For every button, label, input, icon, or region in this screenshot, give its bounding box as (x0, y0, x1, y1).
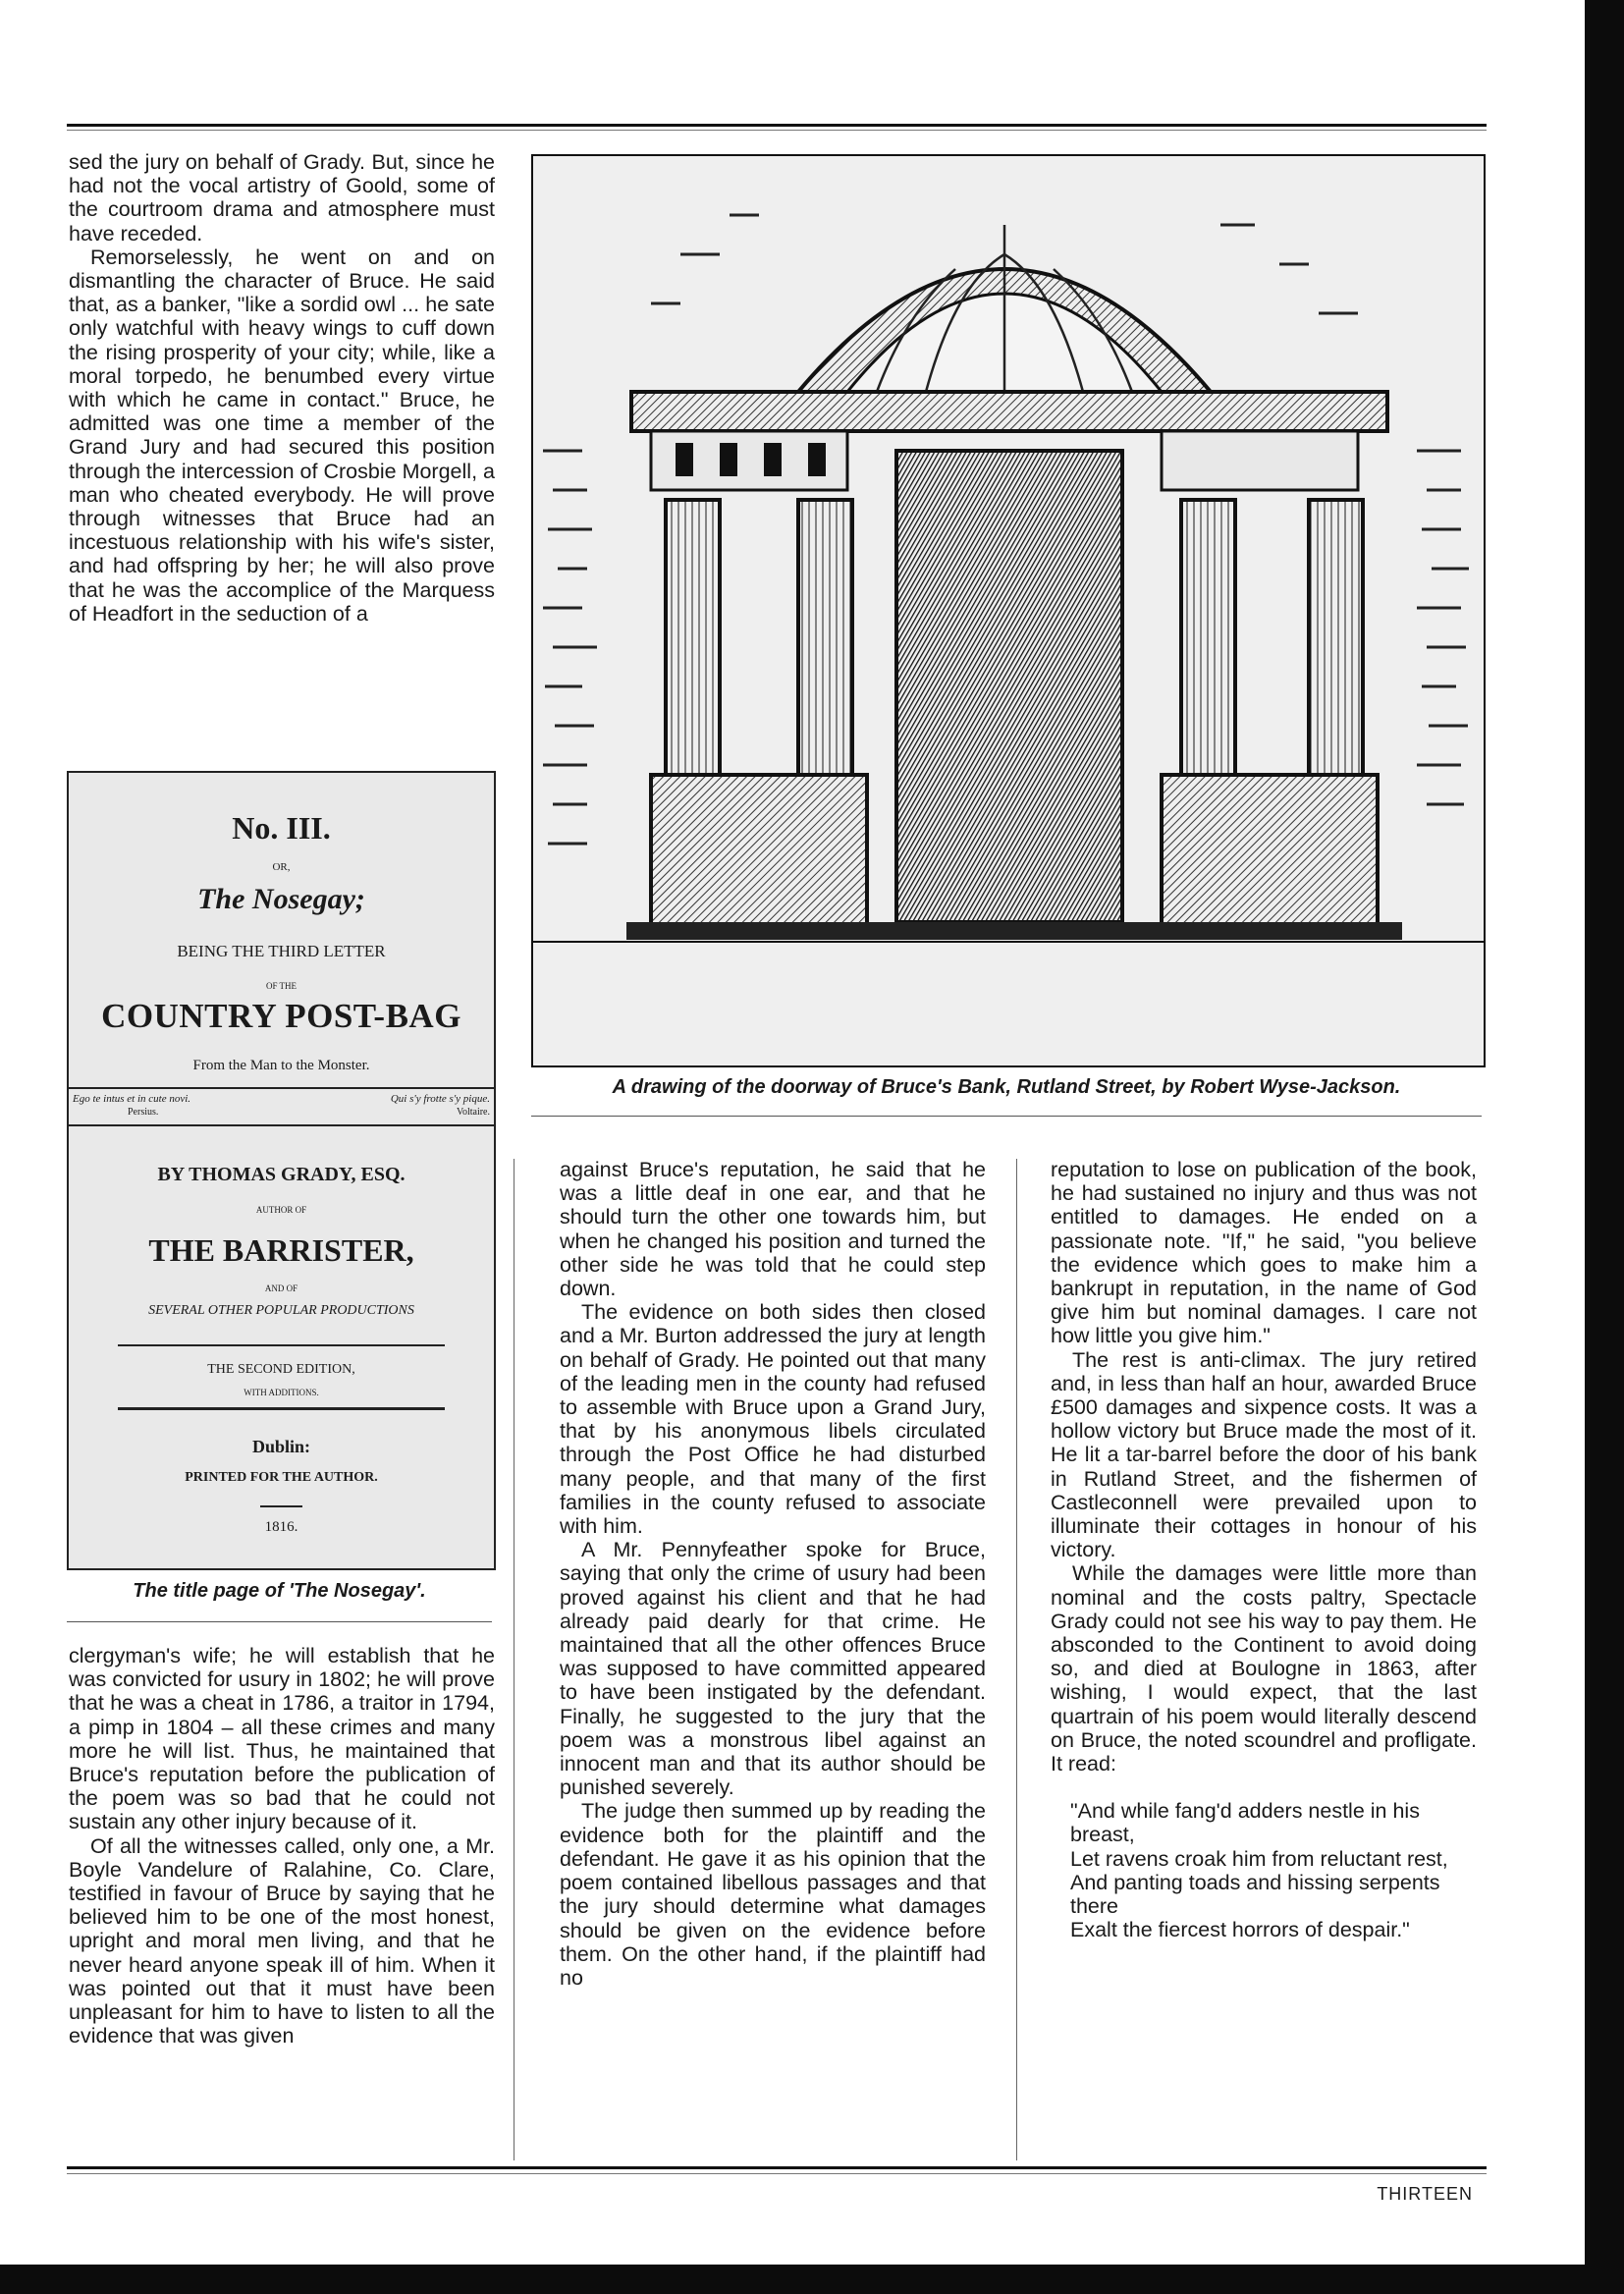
paragraph: A Mr. Pennyfeather spoke for Bruce, saying that only the crime of usury had been proved against his client and that he had already paid dearly for that crime. He maintained that all the other offences Bruce was supposed to have committed appeared to have been instigated by the defendant. Finally, he suggested to the jury that the poem was a monstrous libel against an innocent man and that its author should be punished severely. (560, 1538, 986, 1800)
title-several: SEVERAL OTHER POPULAR PRODUCTIONS (148, 1303, 414, 1318)
paragraph: Of all the witnesses called, only one, a Mr. Boyle Vandelure of Ralahine, Co. Clare, testified in favour of Bruce by saying that he believed him to be one of the most honest, upright and moral men living, and that he never heard anyone speak ill of him. When it was pointed out that it must have been unpleasant for him to have to listen to all the evidence that was given (69, 1833, 495, 2048)
paragraph: The rest is anti-climax. The jury retired and, in less than half an hour, awarded Bruce £500 damages and sixpence costs. It was a hollow victory but Bruce made the most of it. He lit a tar-barrel before the door of his bank in Rutland Street, and the fishermen of Castleconnell were prevailed upon to illuminate their cottages in honour of his victory. (1051, 1347, 1477, 1562)
title-barrister: THE BARRISTER, (148, 1232, 414, 1268)
title-dublin: Dublin: (251, 1437, 311, 1456)
title-page-caption: The title page of 'The Nosegay'. (133, 1580, 426, 1602)
top-rule-thin (67, 130, 1487, 131)
page-number: THIRTEEN (1377, 2184, 1473, 2204)
left-column-top (69, 150, 495, 626)
title-year: 1816. (264, 1519, 298, 1535)
title-divider (118, 1344, 445, 1346)
title-additions: WITH ADDITIONS. (244, 1388, 319, 1397)
caption-rule (531, 1116, 1482, 1117)
title-divider (69, 1087, 494, 1089)
title-divider (69, 1124, 494, 1126)
verse-line: "And while fang'd adders nestle in his breast, (1070, 1799, 1420, 1847)
bottom-rule-thin (67, 2173, 1487, 2174)
motto-left: Ego te intus et in cute novi. (73, 1093, 191, 1105)
verse-line: Exalt the fiercest horrors of despair." (1070, 1918, 1410, 1942)
title-and-of: AND OF (264, 1284, 298, 1293)
title-divider (118, 1407, 445, 1410)
title-of-the: OF THE (265, 981, 298, 991)
paragraph: against Bruce's reputation, he said that he was a little deaf in one ear, and that he should turn the other one towards him, but when he changed his position and turned the other side he was told that he could step down. (560, 1158, 986, 1301)
title-page-image (67, 771, 496, 1570)
title-author-of: AUTHOR OF (255, 1205, 307, 1215)
motto-right-attr: Voltaire. (457, 1107, 490, 1118)
right-column (1051, 1158, 1477, 1942)
doorway-caption: A drawing of the doorway of Bruce's Bank, Rutland Street, by Robert Wyse-Jackson. (612, 1076, 1401, 1098)
title-by: BY THOMAS GRADY, ESQ. (157, 1164, 406, 1185)
middle-column (560, 1158, 986, 1990)
column-divider (1016, 1159, 1017, 2160)
paragraph: sed the jury on behalf of Grady. But, since he had not the vocal artistry of Goold, some of the courtroom drama and atmosphere must have receded. (69, 150, 495, 246)
doorway-illustration (533, 156, 1484, 1065)
paragraph: Remorselessly, he went on and on dismantling the character of Bruce. He said that, as a banker, "like a sordid owl ... he sate only watchful with heavy wings to cuff down the rising prosperity of your city; while, like a moral torpedo, he benumbed every virtue with which he came in contact." Bruce, he admitted was one time a member of the Grand Jury and had secured this position through the intercession of Crosbie Morgell, a man who cheated everybody. He will prove through witnesses that Bruce had an incestuous relationship with his wife's sister, and had offspring by her; he will also prove that he was the accomplice of the Marquess of Headfort in the seduction of a (69, 245, 495, 626)
motto-right: Qui s'y frotte s'y pique. (390, 1093, 490, 1105)
title-name: The Nosegay; (197, 883, 365, 915)
scan-edge-right (1585, 0, 1624, 2294)
title-being: BEING THE THIRD LETTER (177, 942, 386, 960)
paragraph: The evidence on both sides then closed and a Mr. Burton addressed the jury at length on behalf of Grady. He pointed out that many of the leading men in the county had refused to assemble with Bruce upon a Grand Jury, that by his anonymous libels circulated through the Post Office he had disturbed many people, and that many of the first families in the county refused to associate with him. (560, 1300, 986, 1539)
paragraph: reputation to lose on publication of the book, he had sustained no injury and thus was not entitled to damages. He ended on a passionate note. "If," he said, "you believe the evidence which goes to make him a bankrupt in reputation, in the name of God give him but nominal damages. I care not how little you give him." (1051, 1158, 1477, 1348)
scan-edge-bottom (0, 2265, 1624, 2294)
verse-line: Let ravens croak him from reluctant rest, (1070, 1846, 1448, 1871)
top-rule (67, 124, 1487, 127)
title-printed: PRINTED FOR THE AUTHOR. (185, 1470, 378, 1485)
title-divider (260, 1505, 302, 1507)
title-number: No. III. (232, 810, 331, 846)
title-country: COUNTRY POST-BAG (101, 997, 461, 1035)
verse-line: And panting toads and hissing serpents there (1070, 1870, 1440, 1919)
paragraph: While the damages were little more than nominal and the costs paltry, Spectacle Grady could not see his way to pay them. He absconded to the Continent to avoid doing so, and died at Boulogne in 1863, after wishing, I would expect, that the last quartrain of his poem would literally descend on Bruce, the noted scoundrel and profligate. It read: (1051, 1561, 1477, 1776)
title-edition: THE SECOND EDITION, (207, 1362, 355, 1377)
paragraph: The judge then summed up by reading the evidence both for the plaintiff and the defendant. He gave it as his opinion that the poem contained libellous passages and that the jury should determine what damages should be given on the evidence before them. On the other hand, if the plaintiff had no (560, 1799, 986, 1990)
motto-left-attr: Persius. (128, 1107, 159, 1118)
left-column-bottom (69, 1644, 495, 2048)
bottom-rule (67, 2166, 1487, 2169)
caption-rule (67, 1621, 492, 1622)
doorway-drawing (531, 154, 1486, 1067)
title-from: From the Man to the Monster. (192, 1058, 370, 1073)
title-or: OR, (272, 861, 291, 873)
verse-block (1070, 1799, 1477, 1941)
paragraph: clergyman's wife; he will establish that he was convicted for usury in 1802; he will prove that he was a cheat in 1786, a traitor in 1794, a pimp in 1804 – all these crimes and many more he will list. Thus, he maintained that Bruce's reputation before the publication of the poem was so bad that he could not sustain any other injury because of it. (69, 1644, 495, 1834)
